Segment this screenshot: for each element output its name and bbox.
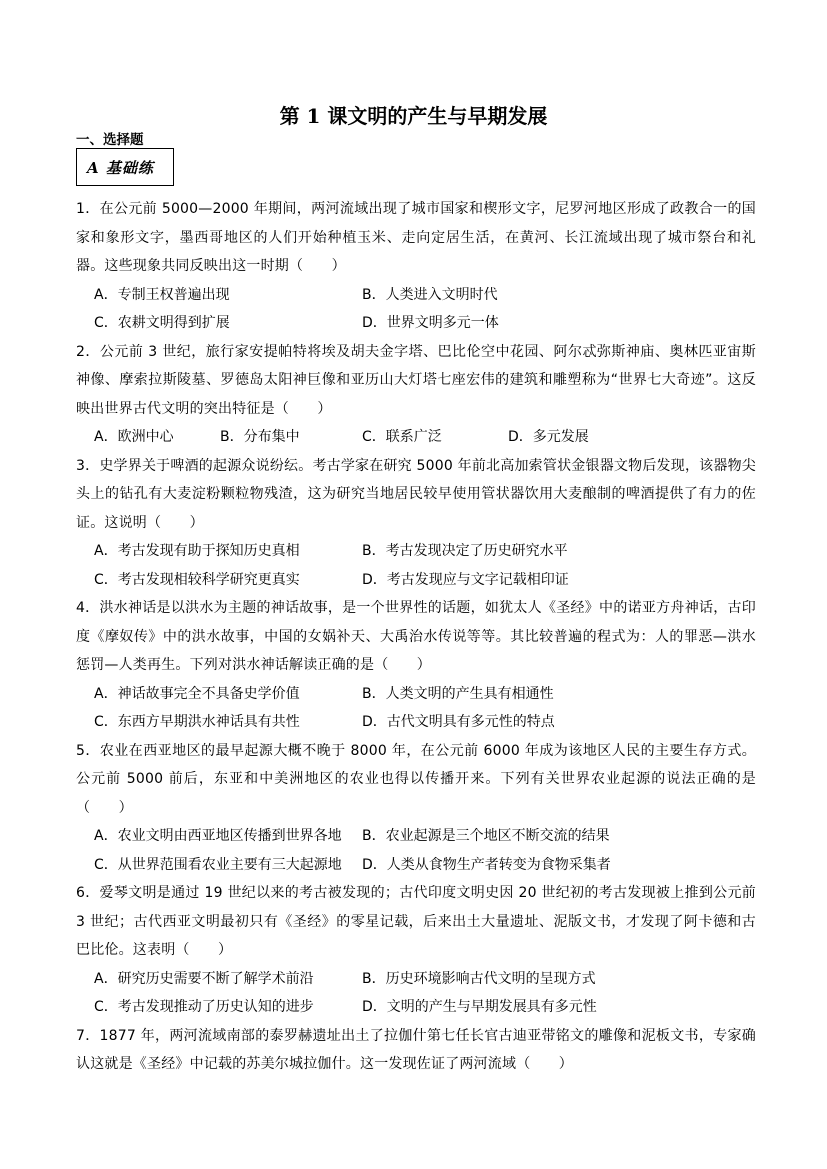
option-b: B．人类进入文明时代 <box>362 286 498 303</box>
option-a: A．专制王权普遍出现 <box>94 286 230 303</box>
level-box <box>76 148 174 186</box>
question-7 <box>76 1022 756 1079</box>
option-b: B．农业起源是三个地区不断交流的结果 <box>362 828 610 844</box>
option-c: C．考古发现推动了历史认知的进步 <box>94 999 314 1015</box>
option-d: D．文明的产生与早期发展具有多元性 <box>362 999 597 1015</box>
option-b: B．分布集中 <box>220 429 300 445</box>
question-stem: 7．1877 年，两河流域南部的泰罗赫遗址出土了拉伽什第七任长官古迪亚带铭文的雕像和泥板文书，专家确认这就是《圣经》中记载的苏美尔城拉伽什。这一发现佐证了两河流域（ ） <box>76 1027 756 1072</box>
question-5 <box>76 737 756 880</box>
section-heading: 一、选择题 <box>76 132 144 148</box>
option-a: A．神话故事完全不具备史学价值 <box>94 685 300 702</box>
option-d: D．考古发现应与文字记载相印证 <box>362 571 569 588</box>
question-stem: 3．史学界关于啤酒的起源众说纷纭。考古学家在研究 5000 年前北高加索管状金银器文物后发现，该器物尖头上的钻孔有大麦淀粉颗粒物残渣，这为研究当地居民较早使用管状器饮用大麦酿制的啤酒提供了有力的佐证。这说明（ ） <box>76 457 756 531</box>
option-c: C．联系广泛 <box>362 429 442 445</box>
option-d: D．古代文明具有多元性的特点 <box>362 714 555 730</box>
option-b: B．考古发现决定了历史研究水平 <box>362 543 568 559</box>
question-stem: 4．洪水神话是以洪水为主题的神话故事，是一个世界性的话题，如犹太人《圣经》中的诺亚方舟神话，古印度《摩奴传》中的洪水故事，中国的女娲补天、大禹治水传说等等。其比较普遍的程式为：人的罪恶—洪水惩罚—人类再生。下列对洪水神话解读正确的是（ ） <box>76 600 756 673</box>
question-6 <box>76 879 756 1022</box>
option-c: C．农耕文明得到扩展 <box>94 315 230 331</box>
option-d: D．多元发展 <box>508 429 589 445</box>
option-c: C．东西方早期洪水神话具有共性 <box>94 714 300 730</box>
option-d: D．人类从食物生产者转变为食物采集者 <box>362 856 611 873</box>
question-2 <box>76 338 756 452</box>
option-b: B．历史环境影响古代文明的呈现方式 <box>362 970 596 987</box>
question-stem: 1．在公元前 5000—2000 年期间，两河流域出现了城市国家和楔形文字，尼罗河地区形成了政教合一的国家和象形文字，墨西哥地区的人们开始种植玉米、走向定居生活，在黄河、长江流域出现了城市祭台和礼器。这些现象共同反映出这一时期（ ） <box>76 201 756 274</box>
question-4 <box>76 594 756 737</box>
option-a: A．研究历史需要不断了解学术前沿 <box>94 970 314 987</box>
option-a: A．农业文明由西亚地区传播到世界各地 <box>94 828 342 844</box>
option-b: B．人类文明的产生具有相通性 <box>362 685 554 702</box>
level-label: A 基础练 <box>87 159 154 177</box>
question-stem: 5．农业在西亚地区的最早起源大概不晚于 8000 年，在公元前 6000 年成为该地区人民的主要生存方式。公元前 5000 前后，东亚和中美洲地区的农业也得以传播开来。下列有关世界农业起源的说法正确的是（ ） <box>76 742 756 816</box>
option-c: C．考古发现相较科学研究更真实 <box>94 571 300 588</box>
question-1 <box>76 195 756 338</box>
option-a: A．考古发现有助于探知历史真相 <box>94 543 300 559</box>
question-stem: 2．公元前 3 世纪，旅行家安提帕特将埃及胡夫金字塔、巴比伦空中花园、阿尔忒弥斯神庙、奥林匹亚宙斯神像、摩索拉斯陵墓、罗德岛太阳神巨像和亚历山大灯塔七座宏伟的建筑和雕塑称为“世界七大奇迹”。这反映出世界古代文明的突出特征是（ ） <box>76 343 756 417</box>
option-a: A．欧洲中心 <box>94 429 174 445</box>
question-3 <box>76 452 756 595</box>
option-d: D．世界文明多元一体 <box>362 315 499 331</box>
option-c: C．从世界范围看农业主要有三大起源地 <box>94 856 342 873</box>
page-title: 第 1 课文明的产生与早期发展 <box>279 104 548 128</box>
question-stem: 6．爱琴文明是通过 19 世纪以来的考古被发现的；古代印度文明史因 20 世纪初的考古发现被上推到公元前 3 世纪；古代西亚文明最初只有《圣经》的零星记载，后来出土大量遗址、泥版文书，才发现了阿卡德和古巴比伦。这表明（ ） <box>76 885 756 958</box>
question-list <box>76 195 756 1079</box>
